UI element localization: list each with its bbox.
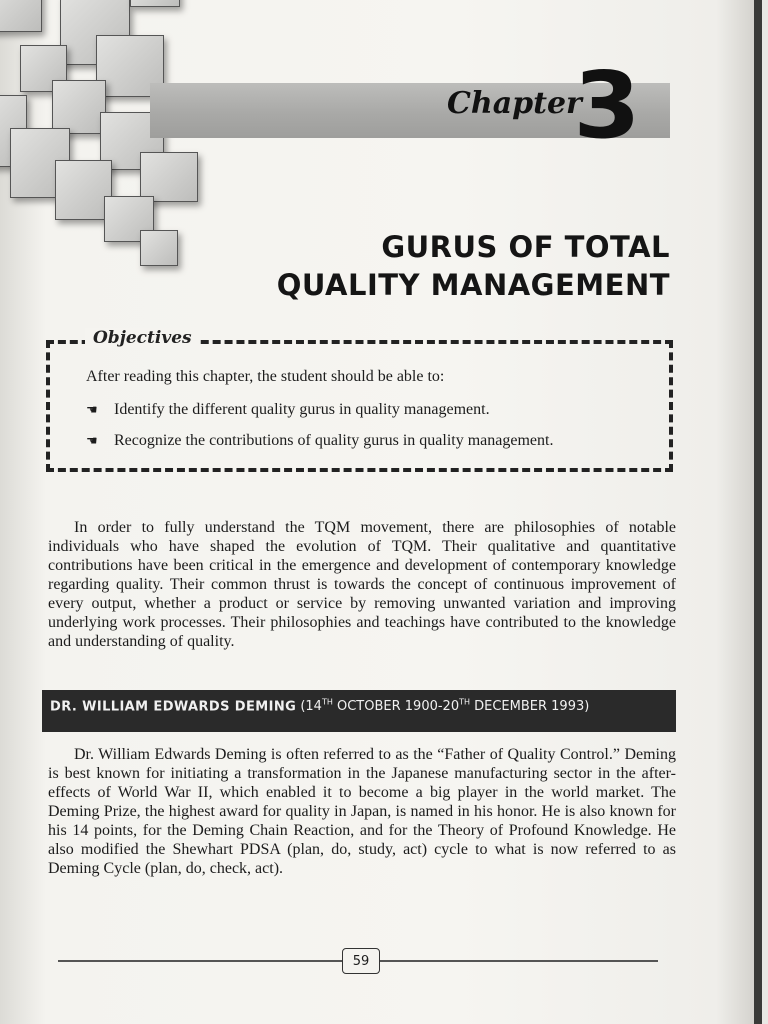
pointing-hand-icon: ☚ xyxy=(86,433,98,448)
objective-item-text: Identify the different quality gurus in quality management. xyxy=(114,401,490,418)
objectives-heading: Objectives xyxy=(85,328,200,348)
decor-square xyxy=(140,230,178,266)
intro-paragraph-text: In order to fully understand the TQM movement, there are philosophies of notable individuals who have shaped the evolution of TQM. Their qualitative and quantitative contributions have been critical in the emergence and development of contemporary knowledge regarding quality. Their common thrust is towards the concept of continuous improvement of every output, whether a product or service by removing unwanted variation and improving underlying work processes. Their philosophies and teachings have contributed to the knowledge and understanding of quality. xyxy=(48,519,676,650)
dates-superscript: TH xyxy=(321,698,333,707)
dates-part: DECEMBER 1993) xyxy=(470,699,590,715)
book-spine xyxy=(754,0,762,1024)
chapter-label: Chapter xyxy=(447,86,582,121)
dates-part: OCTOBER 1900-20 xyxy=(332,699,460,715)
deming-paragraph-text: Dr. William Edwards Deming is often referred to as the “Father of Quality Control.” Deming is best known for initiating a transformation in the Japanese manufacturing sector in the after-effects of World War II, which enabled it to become a big player in the world market. The Deming Prize, the highest award for quality in Japan, is named in his honor. He is also known for his 14 points, for the Deming Chain Reaction, and for the Theory of Profound Knowledge. He also modified the Shewhart PDSA (plan, do, study, act) cycle to what is now referred to as Deming Cycle (plan, do, check, act). xyxy=(48,746,676,877)
objective-item xyxy=(86,401,490,419)
page-number: 59 xyxy=(342,948,380,974)
section-heading-name: DR. WILLIAM EDWARDS DEMING xyxy=(50,699,297,715)
deming-paragraph xyxy=(48,745,676,878)
decor-square xyxy=(130,0,180,7)
chapter-title-line-1: GURUS OF TOTAL xyxy=(381,230,670,264)
objective-item xyxy=(86,432,553,450)
intro-paragraph xyxy=(48,518,676,651)
dates-superscript: TH xyxy=(459,698,470,707)
chapter-title-line-2: QUALITY MANAGEMENT xyxy=(276,268,670,302)
decor-square xyxy=(0,0,42,32)
decor-square xyxy=(52,80,106,134)
chapter-number: 3 xyxy=(573,52,641,159)
section-heading-dates xyxy=(300,699,589,714)
objectives-intro: After reading this chapter, the student should be able to: xyxy=(86,368,445,385)
chapter-title xyxy=(220,228,670,304)
pointing-hand-icon: ☚ xyxy=(86,402,98,417)
section-heading-bar xyxy=(42,690,676,732)
decor-square xyxy=(140,152,198,202)
dates-part: (14 xyxy=(300,699,322,715)
objective-item-text: Recognize the contributions of quality gurus in quality management. xyxy=(114,432,554,449)
